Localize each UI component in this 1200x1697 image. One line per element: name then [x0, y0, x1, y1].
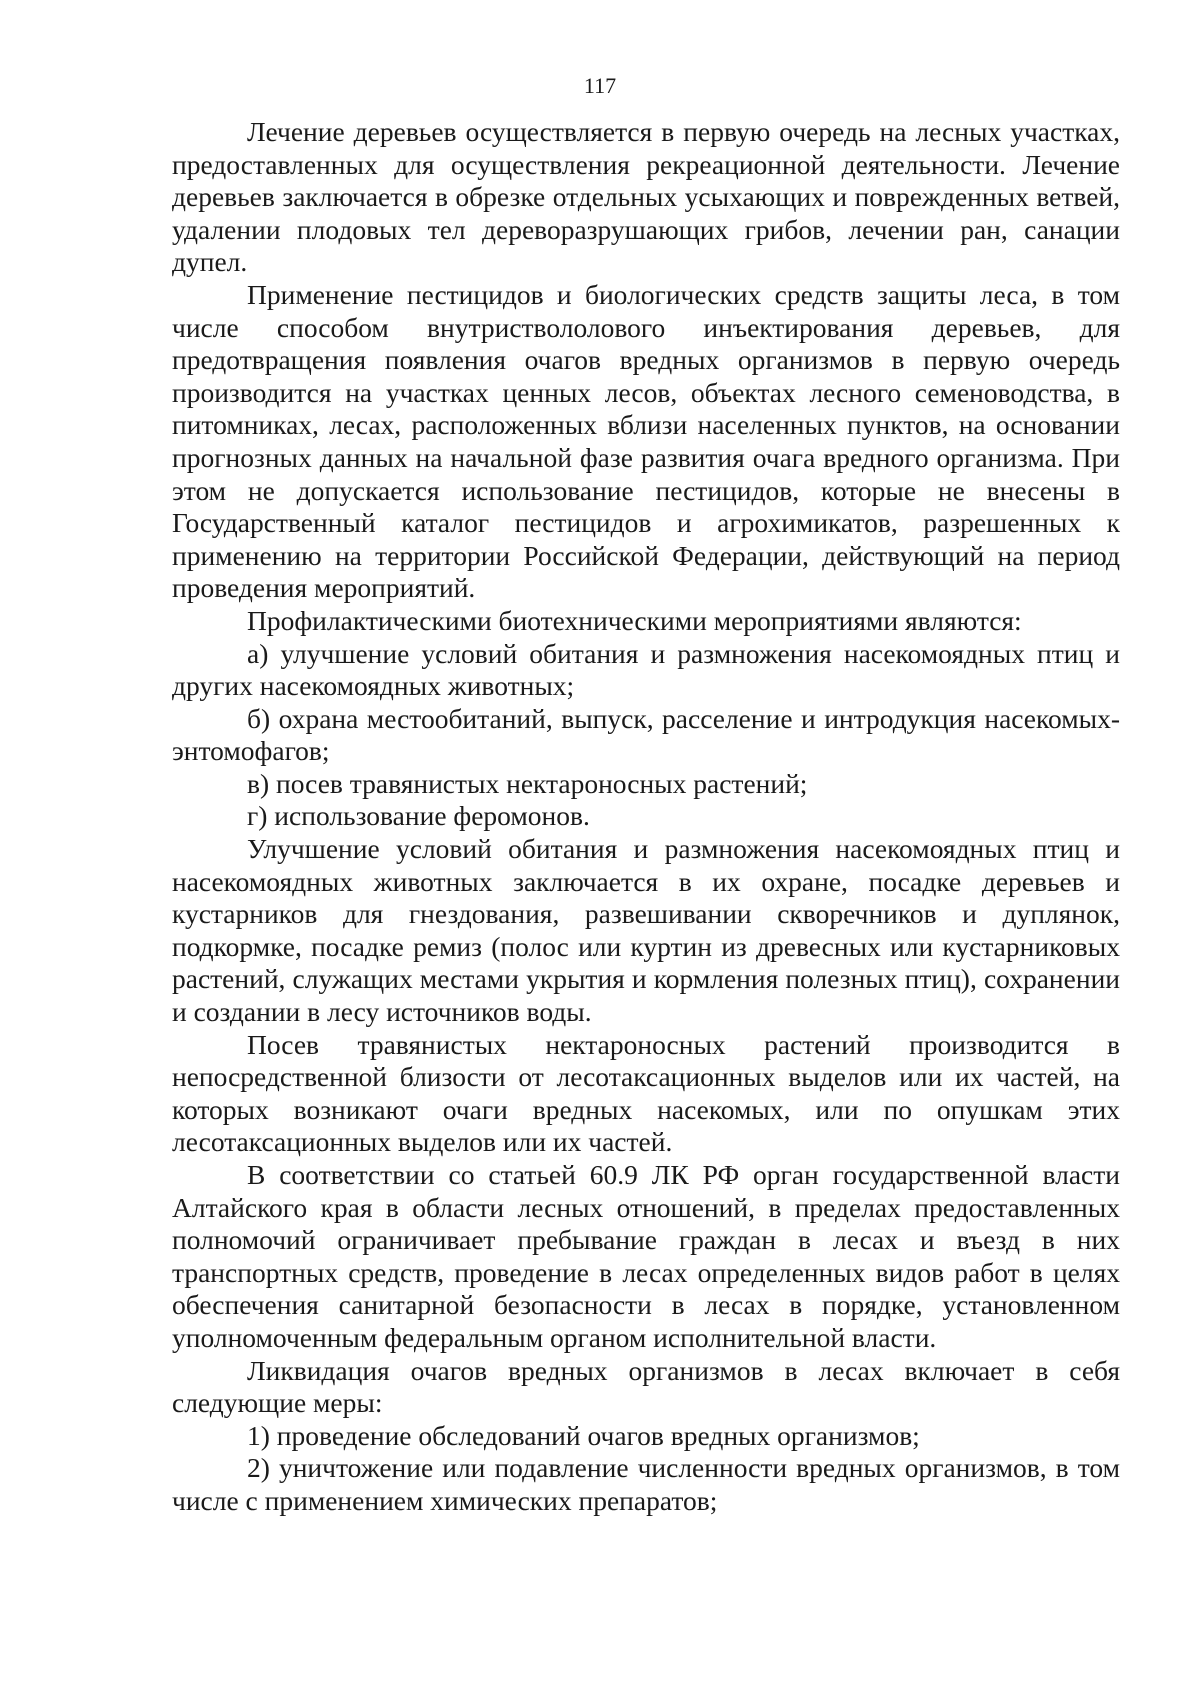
list-item-a: а) улучшение условий обитания и размножения насекомоядных птиц и других насекомоядных животных;	[172, 637, 1120, 702]
paragraph-bird-habitat: Улучшение условий обитания и размножения насекомоядных птиц и насекомоядных животных заключается в их охране, посадке деревьев и кустарников для гнездования, развешивании скворечников и дуплянок, подкормке, посадке ремиз (полос или куртин из древесных или кустарниковых растений, служащих местами укрытия и кормления полезных птиц), сохранении и создании в лесу источников воды.	[172, 833, 1120, 1028]
paragraph-pesticide-use: Применение пестицидов и биологических средств защиты леса, в том числе способом внутриствололового инъектирования деревьев, для предотвращения появления очагов вредных организмов в первую очередь производится на участках ценных лесов, объектах лесного семеноводства, в питомниках, лесах, расположенных вблизи населенных пунктов, на основании прогнозных данных на начальной фазе развития очага вредного организма. При этом не допускается использование пестицидов, которые не внесены в Государственный каталог пестицидов и агрохимикатов, разрешенных к применению на территории Российской Федерации, действующий на период проведения мероприятий.	[172, 278, 1120, 604]
list-item-c: в) посев травянистых нектароносных растений;	[247, 767, 808, 799]
list-item-1: 1) проведение обследований очагов вредных организмов;	[247, 1419, 920, 1451]
paragraph-outbreak-elimination: Ликвидация очагов вредных организмов в лесах включает в себя следующие меры:	[172, 1354, 1120, 1419]
list-item-b: б) охрана местообитаний, выпуск, расселение и интродукция насекомых-энтомофагов;	[172, 702, 1120, 767]
list-item-d: г) использование феромонов.	[247, 800, 590, 832]
body-text	[172, 116, 1120, 1518]
page-number: 117	[583, 73, 617, 98]
list-item-2: 2) уничтожение или подавление численности вредных организмов, в том числе с применением химических препаратов;	[172, 1452, 1120, 1516]
paragraph-nectar-plants: Посев травянистых нектароносных растений производится в непосредственной близости от лесотаксационных выделов или их частей, на которых возникают очаги вредных насекомых, или по опушкам этих лесотаксационных выделов или их частей.	[172, 1028, 1120, 1158]
paragraph-biotechnical-intro: Профилактическими биотехническими мероприятиями являются:	[247, 604, 1022, 636]
paragraph-article-60-9: В соответствии со статьей 60.9 ЛК РФ орган государственной власти Алтайского края в области лесных отношений, в пределах предоставленных полномочий ограничивает пребывание граждан в лесах и въезд в них транспортных средств, проведение в лесах определенных видов работ в целях обеспечения санитарной безопасности в лесах в порядке, установленном уполномоченным федеральным органом исполнительной власти.	[172, 1159, 1120, 1353]
paragraph-tree-treatment: Лечение деревьев осуществляется в первую очередь на лесных участках, предоставленных для осуществления рекреационной деятельности. Лечение деревьев заключается в обрезке отдельных усыхающих и поврежденных ветвей, удалении плодовых тел дереворазрушающих грибов, лечении ран, санации дупел.	[172, 116, 1120, 278]
